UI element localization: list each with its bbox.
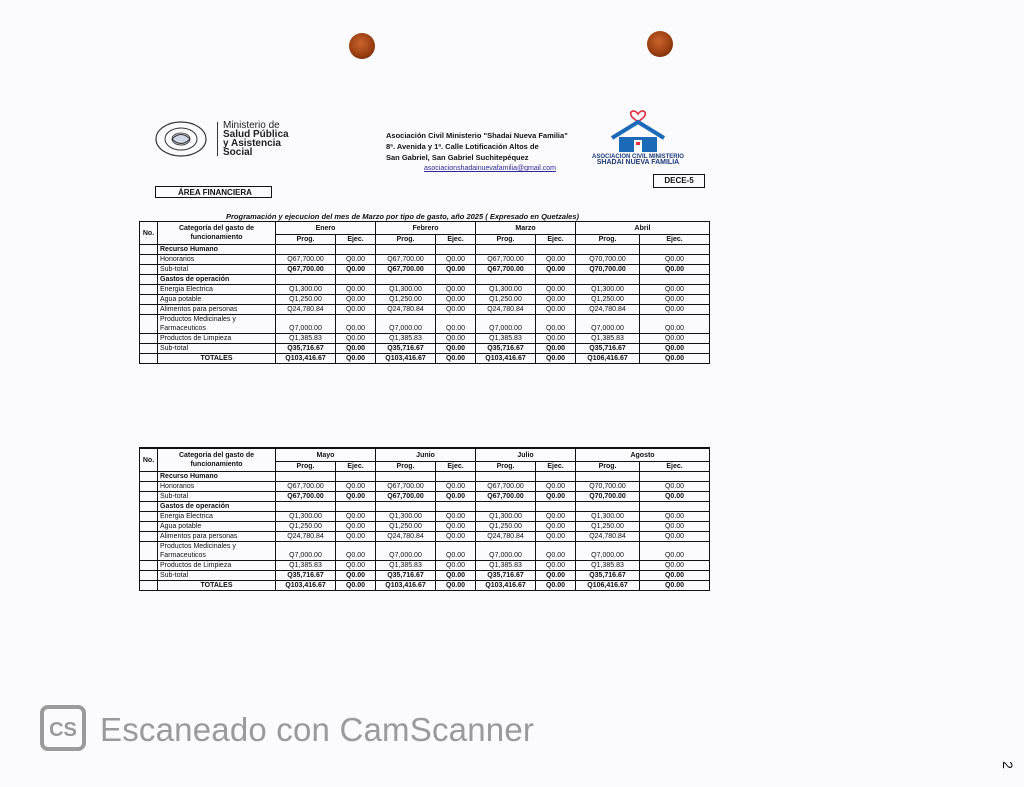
prog-header: Prog.	[276, 235, 336, 245]
cell: Q0.00	[336, 265, 376, 275]
cell: Q0.00	[640, 334, 710, 344]
cell: Q7,000.00	[276, 542, 336, 561]
cell: Q0.00	[640, 315, 710, 334]
cell: Q0.00	[336, 482, 376, 492]
cell: Q1,300.00	[476, 512, 536, 522]
cell: Q1,385.83	[376, 334, 436, 344]
cell: Q1,250.00	[476, 522, 536, 532]
month-header: Agosto	[576, 448, 710, 462]
cell: Q70,700.00	[576, 492, 640, 502]
cell: Q70,700.00	[576, 265, 640, 275]
cell: Q1,300.00	[576, 285, 640, 295]
camscanner-logo-icon	[40, 705, 86, 751]
cell: Q0.00	[336, 561, 376, 571]
cell: Q0.00	[536, 482, 576, 492]
cell: Q1,385.83	[476, 334, 536, 344]
table-row	[140, 482, 710, 492]
logo-divider	[217, 122, 218, 156]
cell: Q0.00	[536, 265, 576, 275]
cell: Q67,700.00	[476, 265, 536, 275]
cell: Q0.00	[640, 542, 710, 561]
camscanner-logo-text: CS	[49, 719, 77, 741]
cell: Q7,000.00	[376, 542, 436, 561]
cell: Q103,416.67	[376, 354, 436, 364]
table-row	[140, 532, 710, 542]
cell: Q0.00	[536, 542, 576, 561]
ministry-line-3: y Asistencia	[223, 138, 281, 149]
month-header: Marzo	[476, 222, 576, 235]
area-label: ÁREA FINANCIERA	[155, 186, 272, 198]
row-label: TOTALES	[158, 581, 276, 591]
cell: Q0.00	[336, 315, 376, 334]
cell: Q1,300.00	[476, 285, 536, 295]
cell: Q0.00	[436, 334, 476, 344]
ejec-header: Ejec.	[640, 462, 710, 472]
cell: Q67,700.00	[276, 255, 336, 265]
cell: Q0.00	[436, 255, 476, 265]
cell: Q0.00	[336, 344, 376, 354]
prog-header: Prog.	[576, 462, 640, 472]
row-label: Alimentos para personas	[158, 532, 276, 542]
cell: Q0.00	[336, 334, 376, 344]
cell: Q35,716.67	[376, 344, 436, 354]
cell: Q0.00	[536, 305, 576, 315]
cell: Q1,250.00	[576, 522, 640, 532]
shadai-caption	[586, 154, 690, 166]
cell: Q0.00	[536, 315, 576, 334]
cell: Q35,716.67	[276, 344, 336, 354]
cell: Q0.00	[536, 571, 576, 581]
month-header: Febrero	[376, 222, 476, 235]
cell: Q24,780.84	[576, 532, 640, 542]
ministry-logo	[153, 120, 323, 160]
section-label: Gastos de operación	[158, 502, 276, 512]
month-header: Enero	[276, 222, 376, 235]
ministry-line-4: Social	[223, 147, 253, 158]
cell: Q0.00	[536, 344, 576, 354]
section-row	[140, 472, 710, 482]
cell: Q1,250.00	[376, 522, 436, 532]
watermark-text: Escaneado con CamScanner	[100, 711, 535, 748]
cell: Q0.00	[536, 522, 576, 532]
cell: Q67,700.00	[376, 482, 436, 492]
cell: Q0.00	[640, 522, 710, 532]
row-label: Agua potable	[158, 522, 276, 532]
cell: Q0.00	[536, 492, 576, 502]
cell: Q0.00	[640, 581, 710, 591]
section-label: Gastos de operación	[158, 275, 276, 285]
cell: Q103,416.67	[276, 581, 336, 591]
table-row	[140, 315, 710, 334]
prog-header: Prog.	[476, 462, 536, 472]
cell: Q35,716.67	[276, 571, 336, 581]
ejec-header: Ejec.	[336, 235, 376, 245]
month-header: Abril	[576, 222, 710, 235]
cell: Q7,000.00	[276, 315, 336, 334]
cell: Q7,000.00	[576, 315, 640, 334]
cell: Q1,385.83	[576, 561, 640, 571]
cell: Q0.00	[536, 532, 576, 542]
cell: Q24,780.84	[376, 532, 436, 542]
section-row	[140, 502, 710, 512]
cell: Q0.00	[436, 344, 476, 354]
cell: Q0.00	[536, 512, 576, 522]
cell: Q0.00	[536, 285, 576, 295]
cell: Q70,700.00	[576, 255, 640, 265]
ejec-header: Ejec.	[436, 235, 476, 245]
cell: Q0.00	[436, 581, 476, 591]
cell: Q0.00	[640, 285, 710, 295]
table-row	[140, 512, 710, 522]
table-row	[140, 344, 710, 354]
row-label: Productos de Limpieza	[158, 334, 276, 344]
cell: Q0.00	[336, 522, 376, 532]
cell: Q1,385.83	[276, 334, 336, 344]
cell: Q1,300.00	[276, 512, 336, 522]
table-row	[140, 492, 710, 502]
ministry-name	[223, 121, 289, 157]
cell: Q0.00	[336, 255, 376, 265]
cell: Q70,700.00	[576, 482, 640, 492]
document-code: DECE-5	[653, 174, 705, 188]
table-row	[140, 571, 710, 581]
cell: Q0.00	[640, 561, 710, 571]
cell: Q1,385.83	[476, 561, 536, 571]
ejec-header: Ejec.	[336, 462, 376, 472]
prog-header: Prog.	[376, 462, 436, 472]
cell: Q0.00	[640, 512, 710, 522]
cell: Q0.00	[436, 492, 476, 502]
cell: Q0.00	[436, 265, 476, 275]
cell: Q1,300.00	[576, 512, 640, 522]
cell: Q35,716.67	[476, 571, 536, 581]
table-row	[140, 522, 710, 532]
prog-header: Prog.	[376, 235, 436, 245]
col-category-header: Categoría del gasto de funcionamiento	[158, 448, 276, 472]
table-row	[140, 295, 710, 305]
cell: Q24,780.84	[476, 532, 536, 542]
guatemala-seal-icon	[153, 120, 209, 158]
row-label: Alimentos para personas	[158, 305, 276, 315]
cell: Q1,250.00	[276, 522, 336, 532]
row-label: Sub-total	[158, 571, 276, 581]
org-name: Asociación Civil Ministerio "Shadai Nueva Familia"	[386, 131, 568, 140]
cell: Q103,416.67	[476, 354, 536, 364]
cell: Q35,716.67	[576, 344, 640, 354]
table-row	[140, 285, 710, 295]
cell: Q0.00	[640, 305, 710, 315]
cell: Q1,250.00	[476, 295, 536, 305]
row-label: TOTALES	[158, 354, 276, 364]
ejec-header: Ejec.	[640, 235, 710, 245]
month-header: Julio	[476, 448, 576, 462]
cell: Q67,700.00	[276, 265, 336, 275]
cell: Q1,300.00	[376, 512, 436, 522]
budget-table-1	[139, 221, 710, 364]
cell: Q67,700.00	[476, 482, 536, 492]
cell: Q0.00	[436, 542, 476, 561]
ejec-header: Ejec.	[436, 462, 476, 472]
budget-table-2	[139, 447, 710, 591]
cell: Q0.00	[436, 512, 476, 522]
section-row	[140, 275, 710, 285]
cell: Q106,416.67	[576, 581, 640, 591]
row-label: Honorarios	[158, 482, 276, 492]
org-email-link[interactable]: asociacionshadainuevafamilia@gmail.com	[424, 165, 557, 172]
cell: Q0.00	[536, 561, 576, 571]
cell: Q24,780.84	[476, 305, 536, 315]
row-label	[158, 315, 276, 334]
totals-row	[140, 354, 710, 364]
cell: Q103,416.67	[476, 581, 536, 591]
cell: Q0.00	[640, 265, 710, 275]
cell: Q0.00	[536, 255, 576, 265]
cell: Q24,780.84	[376, 305, 436, 315]
ejec-header: Ejec.	[536, 462, 576, 472]
col-category-header: Categoría del gasto de funcionamiento	[158, 222, 276, 245]
cell: Q7,000.00	[576, 542, 640, 561]
row-label: Productos de Limpieza	[158, 561, 276, 571]
cell: Q24,780.84	[576, 305, 640, 315]
row-label: Sub-total	[158, 265, 276, 275]
cell: Q1,250.00	[576, 295, 640, 305]
cell: Q7,000.00	[376, 315, 436, 334]
shadai-caption-line-1: ASOCIACION CIVIL MINISTERIO	[592, 154, 684, 160]
table-row	[140, 542, 710, 561]
cell: Q0.00	[436, 354, 476, 364]
ejec-header: Ejec.	[536, 235, 576, 245]
cell: Q0.00	[336, 295, 376, 305]
cell: Q1,250.00	[276, 295, 336, 305]
cell: Q0.00	[436, 295, 476, 305]
row-label: Energia Electrica	[158, 285, 276, 295]
prog-header: Prog.	[476, 235, 536, 245]
table-row	[140, 561, 710, 571]
row-label-line-1: Productos Medicinales y	[160, 543, 236, 550]
row-label-line-2: Farmaceuticos	[160, 325, 206, 332]
cell: Q0.00	[436, 571, 476, 581]
cell: Q0.00	[436, 561, 476, 571]
cell: Q35,716.67	[376, 571, 436, 581]
cell: Q0.00	[336, 285, 376, 295]
cell: Q0.00	[536, 334, 576, 344]
month-header: Mayo	[276, 448, 376, 462]
cell: Q67,700.00	[376, 492, 436, 502]
section-label: Recurso Humano	[158, 245, 276, 255]
cell: Q0.00	[640, 344, 710, 354]
org-address-line-1: 8ª. Avenida y 1ª. Calle Lotificación Altos de	[386, 142, 539, 151]
cell: Q67,700.00	[376, 255, 436, 265]
row-label: Energia Electrica	[158, 512, 276, 522]
cell: Q1,385.83	[276, 561, 336, 571]
totals-row	[140, 581, 710, 591]
cell: Q0.00	[436, 285, 476, 295]
document-title: Programación y ejecucion del mes de Marzo por tipo de gasto, año 2025 ( Expresado en Quetzales)	[226, 212, 580, 221]
cell: Q35,716.67	[476, 344, 536, 354]
cell: Q103,416.67	[376, 581, 436, 591]
section-row	[140, 245, 710, 255]
col-no-header: No.	[140, 448, 158, 472]
cell: Q0.00	[640, 295, 710, 305]
table-row	[140, 265, 710, 275]
punch-hole-right	[647, 31, 673, 57]
cell: Q67,700.00	[476, 255, 536, 265]
cell: Q0.00	[336, 492, 376, 502]
org-address-line-2: San Gabriel, San Gabriel Suchitepéquez	[386, 153, 529, 162]
cell: Q7,000.00	[476, 542, 536, 561]
cell: Q0.00	[536, 354, 576, 364]
ministry-line-2: Salud Pública	[223, 129, 289, 140]
cell: Q0.00	[640, 492, 710, 502]
cell: Q0.00	[336, 512, 376, 522]
row-label: Honorarios	[158, 255, 276, 265]
row-label-line-1: Productos Medicinales y	[160, 316, 236, 323]
organization-address	[386, 130, 568, 174]
row-label-line-2: Farmaceuticos	[160, 552, 206, 559]
shadai-caption-line-2: SHADAI NUEVA FAMILIA	[596, 159, 680, 166]
house-heart-icon	[586, 108, 690, 154]
section-label: Recurso Humano	[158, 472, 276, 482]
cell: Q1,385.83	[376, 561, 436, 571]
cell: Q67,700.00	[376, 265, 436, 275]
cell: Q1,250.00	[376, 295, 436, 305]
cell: Q24,780.84	[276, 532, 336, 542]
page-number: 2	[999, 761, 1016, 769]
cell: Q0.00	[336, 354, 376, 364]
cell: Q1,300.00	[376, 285, 436, 295]
row-label: Agua potable	[158, 295, 276, 305]
ministry-line-1: Ministerio de	[223, 120, 280, 131]
cell: Q24,780.84	[276, 305, 336, 315]
cell: Q35,716.67	[576, 571, 640, 581]
cell: Q1,385.83	[576, 334, 640, 344]
cell: Q103,416.67	[276, 354, 336, 364]
table-row	[140, 305, 710, 315]
cell: Q0.00	[436, 482, 476, 492]
prog-header: Prog.	[276, 462, 336, 472]
cell: Q67,700.00	[476, 492, 536, 502]
month-header: Junio	[376, 448, 476, 462]
cell: Q0.00	[336, 581, 376, 591]
shadai-logo	[586, 108, 690, 168]
punch-hole-left	[349, 33, 375, 59]
cell: Q0.00	[336, 532, 376, 542]
row-label: Sub-total	[158, 492, 276, 502]
col-no-header: No.	[140, 222, 158, 245]
cell: Q0.00	[640, 482, 710, 492]
row-label	[158, 542, 276, 561]
cell: Q67,700.00	[276, 492, 336, 502]
cell: Q0.00	[336, 305, 376, 315]
cell: Q0.00	[436, 522, 476, 532]
cell: Q67,700.00	[276, 482, 336, 492]
cell: Q0.00	[436, 305, 476, 315]
table-row	[140, 255, 710, 265]
cell: Q1,300.00	[276, 285, 336, 295]
cell: Q0.00	[436, 532, 476, 542]
row-label: Sub-total	[158, 344, 276, 354]
cell: Q0.00	[536, 295, 576, 305]
cell: Q0.00	[436, 315, 476, 334]
cell: Q7,000.00	[476, 315, 536, 334]
cell: Q0.00	[536, 581, 576, 591]
cell: Q0.00	[336, 571, 376, 581]
cell: Q0.00	[640, 532, 710, 542]
cell: Q0.00	[640, 571, 710, 581]
cell: Q106,416.67	[576, 354, 640, 364]
cell: Q0.00	[640, 255, 710, 265]
table-row	[140, 334, 710, 344]
cell: Q0.00	[640, 354, 710, 364]
cell: Q0.00	[336, 542, 376, 561]
prog-header: Prog.	[576, 235, 640, 245]
